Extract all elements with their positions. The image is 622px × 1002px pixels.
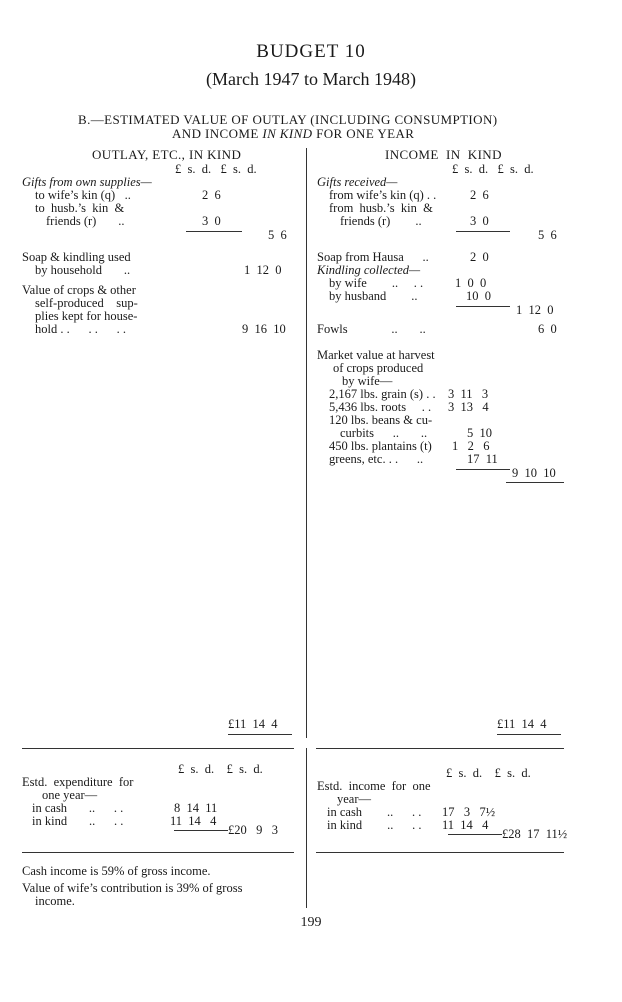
summary-left-top-rule — [22, 748, 294, 749]
income-greens-value: 17 11 — [467, 452, 498, 466]
budget-period: (March 1947 to March 1948) — [206, 69, 416, 89]
summary-right-label-2: year— — [337, 792, 372, 806]
summary-right-column-heads: £ s. d. £ s. d. — [446, 766, 531, 780]
outlay-gifts-subtotal-rule — [186, 231, 242, 232]
income-plantains-value: 1 2 6 — [452, 439, 490, 453]
income-gift-wife-kin-value: 2 6 — [470, 188, 489, 202]
summary-right-cash-value: 17 3 7½ — [442, 805, 496, 819]
income-gifts-subtotal-rule — [456, 231, 510, 232]
summary-left-label-1: Estd. expenditure for — [22, 775, 134, 789]
note-wife-contribution-1: Value of wife’s contribution is 39% of gross — [22, 881, 243, 895]
summary-left-cash-label: in cash .. . . — [32, 801, 124, 815]
income-kindling-total: 1 12 0 — [516, 303, 554, 317]
summary-right-subtotal-rule — [448, 834, 502, 835]
budget-title: BUDGET 10 — [256, 41, 366, 62]
income-column-heads: £ s. d. £ s. d. — [452, 162, 534, 176]
income-grand-total: £11 14 4 — [497, 717, 547, 731]
summary-left-kind-value: 11 14 4 — [170, 814, 217, 828]
income-market-label-2: of crops produced — [333, 361, 424, 375]
income-roots-value: 3 13 4 — [448, 400, 489, 414]
income-beans-label-1: 120 lbs. beans & cu- — [329, 413, 433, 427]
income-kindling-subtotal-rule — [456, 306, 510, 307]
income-fowls-value: 6 0 — [538, 322, 557, 336]
summary-right-kind-label: in kind .. . . — [327, 818, 422, 832]
income-market-total-rule — [506, 482, 564, 483]
page-number: 199 — [300, 915, 322, 930]
outlay-heading: OUTLAY, ETC., IN KIND — [92, 147, 242, 162]
income-beans-value: 5 10 — [467, 426, 492, 440]
income-greens-label: greens, etc. . . .. — [329, 452, 424, 466]
income-gift-friends-label: friends (r) .. — [340, 214, 422, 228]
income-plantains-label: 450 lbs. plantains (t) — [329, 439, 432, 453]
outlay-gift-husb-kin-label: to husb.’s kin & — [35, 201, 125, 215]
section-heading-part-a: AND INCOME — [172, 126, 263, 141]
income-soap-value: 2 0 — [470, 250, 489, 264]
outlay-gift-wife-kin-value: 2 6 — [202, 188, 221, 202]
income-market-label-1: Market value at harvest — [317, 348, 435, 362]
income-market-subtotal-rule — [456, 469, 510, 470]
income-roots-label: 5,436 lbs. roots . . — [329, 400, 432, 414]
section-heading-line1: B.—ESTIMATED VALUE OF OUTLAY (INCLUDING CONSUMPTION) — [78, 112, 498, 127]
income-heading: INCOME IN KIND — [385, 147, 502, 162]
outlay-crops-value: 9 16 10 — [242, 322, 286, 336]
income-kindling-wife-value: 1 0 0 — [455, 276, 487, 290]
summary-right-label-1: Estd. income for one — [317, 779, 431, 793]
outlay-gifts-total: 5 6 — [268, 228, 287, 242]
summary-left-bottom-rule — [22, 852, 294, 853]
outlay-crops-label-3: plies kept for house- — [35, 309, 138, 323]
income-market-label-3: by wife— — [342, 374, 393, 388]
outlay-grand-total: £11 14 4 — [228, 717, 278, 731]
summary-right-total: £28 17 11½ — [502, 827, 568, 841]
outlay-grand-total-rule — [228, 734, 292, 735]
outlay-crops-label-1: Value of crops & other — [22, 283, 136, 297]
outlay-column-heads: £ s. d. £ s. d. — [175, 162, 257, 176]
summary-right-bottom-rule — [316, 852, 564, 853]
income-kindling-husband-label: by husband .. — [329, 289, 418, 303]
section-heading-in-kind: IN KIND — [262, 126, 313, 141]
income-beans-label-2: curbits .. .. — [340, 426, 428, 440]
column-divider-lower — [306, 748, 307, 908]
summary-right-cash-label: in cash .. . . — [327, 805, 422, 819]
summary-left-subtotal-rule — [174, 830, 228, 831]
income-grain-value: 3 11 3 — [448, 387, 489, 401]
outlay-soap-label-2: by household .. — [35, 263, 131, 277]
summary-left-total: £20 9 3 — [228, 823, 278, 837]
income-gift-friends-value: 3 0 — [470, 214, 489, 228]
income-kindling-label: Kindling collected— — [317, 263, 421, 277]
income-fowls-label: Fowls .. .. — [317, 322, 426, 336]
income-grain-label: 2,167 lbs. grain (s) . . — [329, 387, 436, 401]
income-gifts-total: 5 6 — [538, 228, 557, 242]
income-kindling-husband-value: 10 0 — [466, 289, 491, 303]
income-kindling-wife-label: by wife .. . . — [329, 276, 424, 290]
summary-left-cash-value: 8 14 11 — [174, 801, 218, 815]
income-gift-husb-kin-label: from husb.’s kin & — [329, 201, 433, 215]
summary-right-kind-value: 11 14 4 — [442, 818, 489, 832]
outlay-crops-label-4: hold . . . . . . — [35, 322, 126, 336]
income-gift-wife-kin-label: from wife’s kin (q) . . — [329, 188, 437, 202]
note-cash-income: Cash income is 59% of gross income. — [22, 864, 211, 878]
income-soap-label: Soap from Hausa .. — [317, 250, 429, 264]
summary-right-top-rule — [316, 748, 564, 749]
note-wife-contribution-2: income. — [35, 894, 75, 908]
income-market-total: 9 10 10 — [512, 466, 556, 480]
summary-left-column-heads: £ s. d. £ s. d. — [178, 762, 263, 776]
outlay-gifts-label: Gifts from own supplies— — [22, 175, 152, 189]
summary-left-kind-label: in kind .. . . — [32, 814, 124, 828]
income-grand-total-rule — [497, 734, 561, 735]
section-heading-line2 — [172, 127, 414, 140]
outlay-soap-value: 1 12 0 — [244, 263, 282, 277]
section-heading-part-c: FOR ONE YEAR — [312, 126, 415, 141]
outlay-soap-label-1: Soap & kindling used — [22, 250, 131, 264]
income-gifts-label: Gifts received— — [317, 175, 398, 189]
outlay-crops-label-2: self-produced sup- — [35, 296, 138, 310]
outlay-gift-friends-value: 3 0 — [202, 214, 221, 228]
outlay-gift-wife-kin-label: to wife’s kin (q) .. — [35, 188, 131, 202]
summary-left-label-2: one year— — [42, 788, 98, 802]
outlay-gift-friends-label: friends (r) .. — [46, 214, 125, 228]
column-divider — [306, 148, 307, 738]
